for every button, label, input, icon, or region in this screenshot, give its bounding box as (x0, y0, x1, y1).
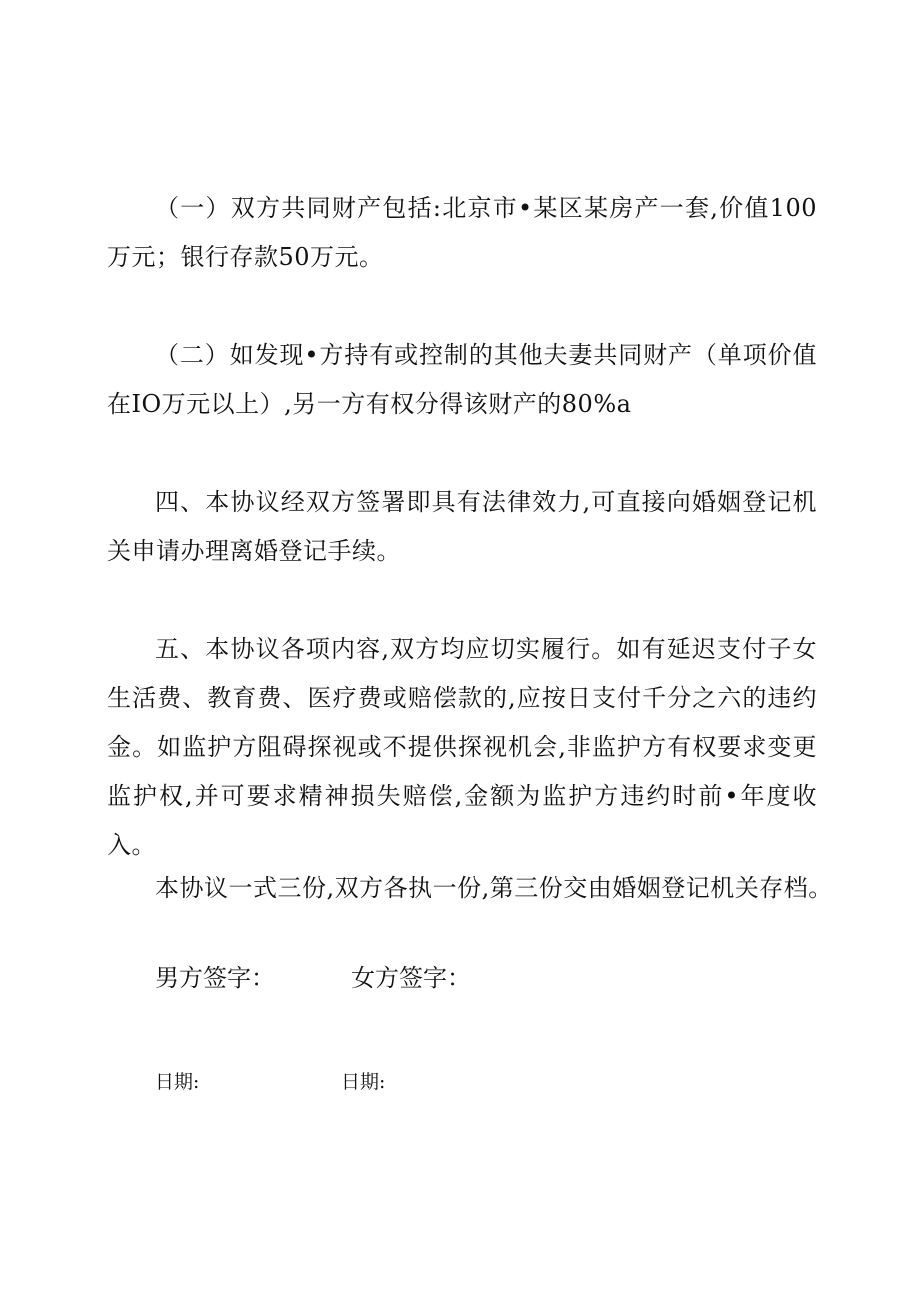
male-date-label: 日期: (155, 1071, 200, 1093)
male-signature-label: 男方签字： (155, 964, 275, 992)
paragraph-performance: 五、本协议各项内容,双方均应切实履行。如有延迟支付子女生活费、教育费、医疗费或赔偿款的,应按日支付千分之六的违约金。如监护方阻碍探视或不提供探视机会,非监护方有权要求变更监护权,并可要求精神损失赔偿,金额为监护方违约时前•年度收入。 (107, 635, 817, 859)
female-signature-label: 女方签字： (351, 964, 471, 992)
paragraph-legal-effect: 四、本协议经双方签署即具有法律效力,可直接向婚姻登记机关申请办理离婚登记手续。 (107, 488, 817, 565)
female-date-label: 日期: (341, 1071, 386, 1093)
paragraph-hidden-property: （二）如发现•方持有或控制的其他夫妻共同财产（单项价值在IO万元以上）,另一方有权分得该财产的80%a (107, 341, 817, 418)
paragraph-joint-property: （一）双方共同财产包括:北京市•某区某房产一套,价值100万元；银行存款50万元。 (107, 194, 817, 271)
paragraph-copies: 本协议一式三份,双方各执一份,第三份交由婚姻登记机关存档。 (155, 874, 833, 902)
